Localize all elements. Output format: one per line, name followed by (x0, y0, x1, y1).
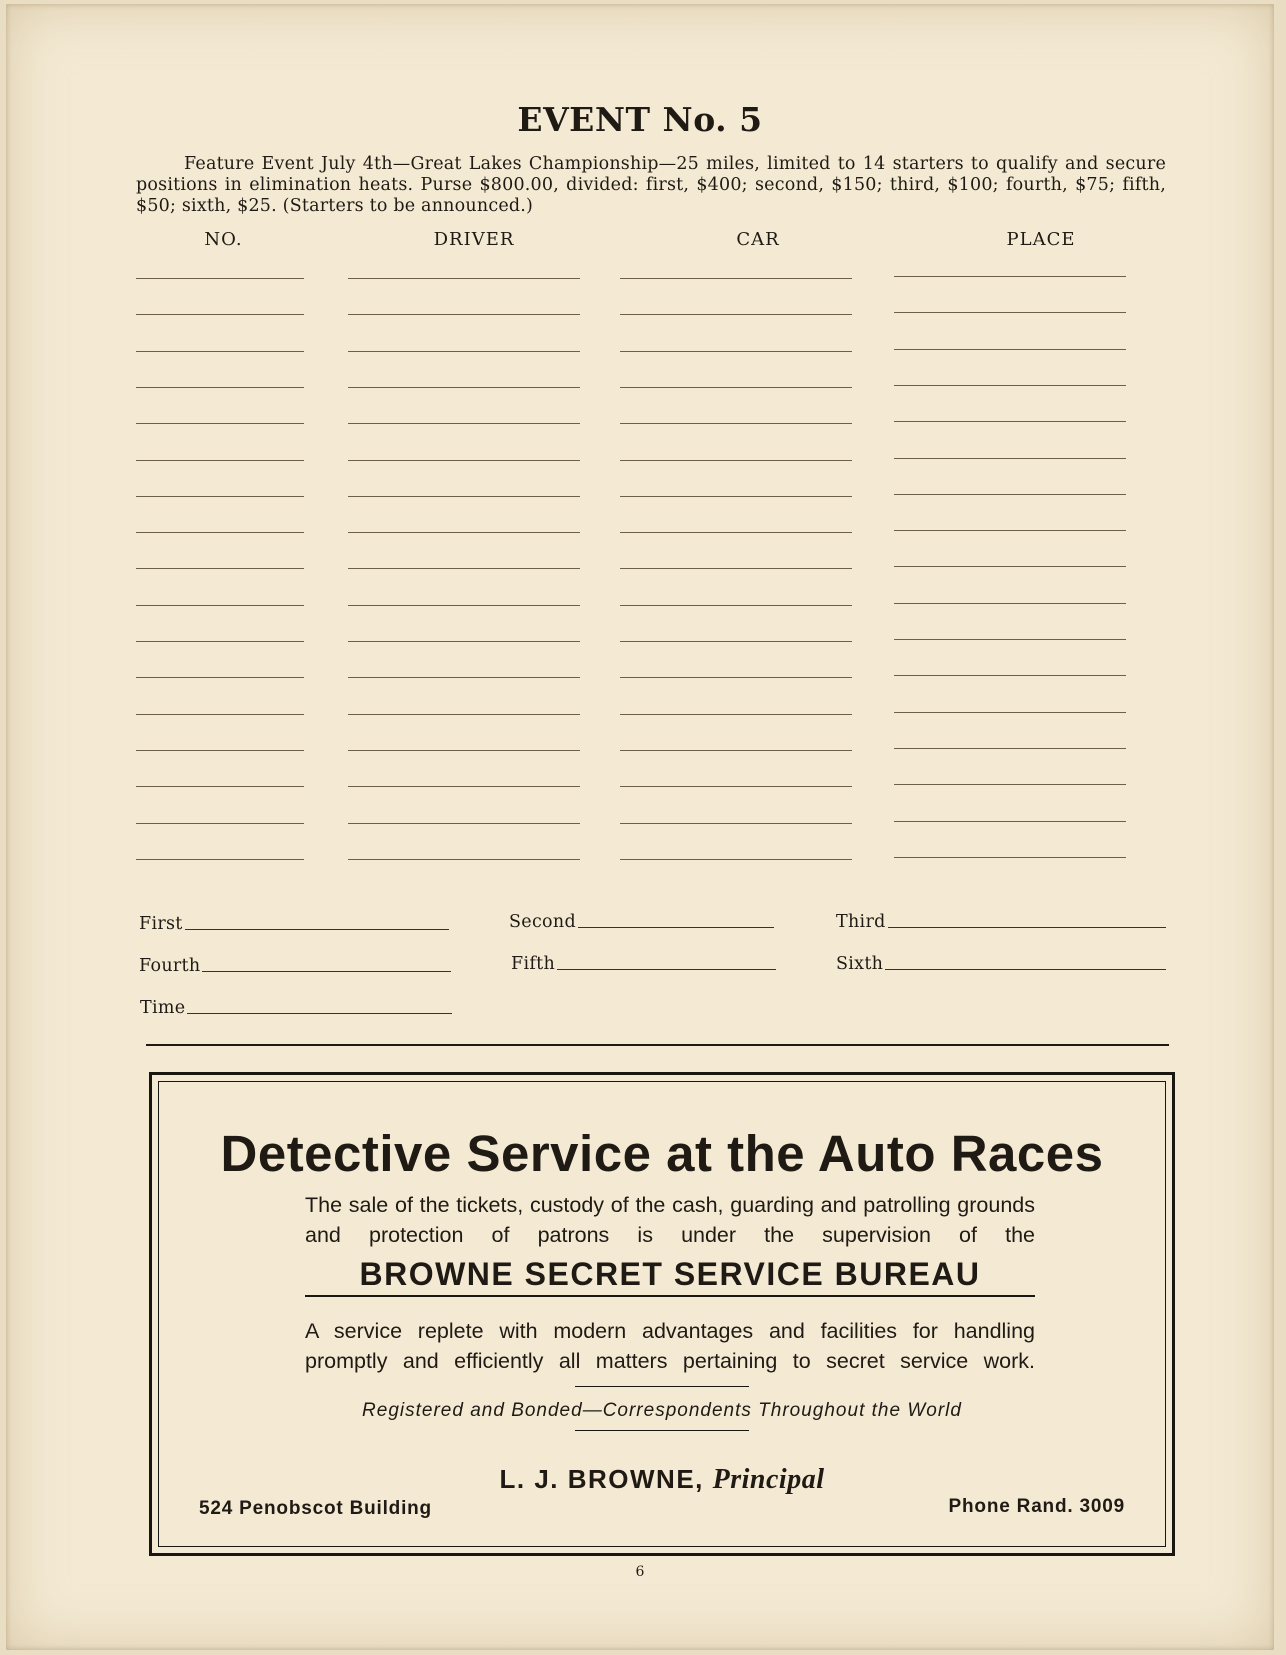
result-time-line[interactable] (187, 1012, 452, 1014)
entry-line-driver[interactable] (348, 714, 580, 715)
ad-rule-top (575, 1386, 749, 1387)
ad-bureau-name: BROWNE SECRET SERVICE BUREAU (305, 1256, 1035, 1297)
entry-line-no[interactable] (136, 278, 304, 279)
result-sixth-label: Sixth (836, 954, 884, 974)
result-sixth-line[interactable] (885, 968, 1166, 970)
entry-line-place[interactable] (894, 784, 1126, 785)
entry-line-car[interactable] (620, 314, 852, 315)
entry-line-driver[interactable] (348, 278, 580, 279)
entry-line-place[interactable] (894, 566, 1126, 567)
result-time-label: Time (140, 998, 186, 1018)
ad-rule-bottom (575, 1430, 749, 1431)
ad-headline: Detective Service at the Auto Races (220, 1125, 1104, 1182)
entry-line-driver[interactable] (348, 351, 580, 352)
result-fifth-line[interactable] (557, 968, 776, 970)
entry-line-no[interactable] (136, 532, 304, 533)
entry-line-no[interactable] (136, 823, 304, 824)
entry-line-no[interactable] (136, 750, 304, 751)
column-header-no: NO. (204, 229, 243, 250)
entry-line-no[interactable] (136, 423, 304, 424)
result-first (139, 914, 449, 934)
result-third (836, 912, 1166, 932)
page-number: 6 (635, 1564, 645, 1580)
entry-line-place[interactable] (894, 603, 1126, 604)
entry-line-no[interactable] (136, 714, 304, 715)
entry-line-driver[interactable] (348, 387, 580, 388)
entry-line-no[interactable] (136, 859, 304, 860)
entry-line-car[interactable] (620, 786, 852, 787)
entry-line-car[interactable] (620, 823, 852, 824)
entry-line-no[interactable] (136, 605, 304, 606)
result-fourth-label: Fourth (139, 956, 201, 976)
program-page (6, 4, 1274, 1650)
entry-line-place[interactable] (894, 857, 1126, 858)
entry-line-no[interactable] (136, 568, 304, 569)
entry-line-no[interactable] (136, 641, 304, 642)
result-time (140, 998, 452, 1018)
entry-line-car[interactable] (620, 387, 852, 388)
column-header-driver: DRIVER (433, 229, 515, 250)
entry-line-car[interactable] (620, 859, 852, 860)
entry-line-driver[interactable] (348, 786, 580, 787)
result-fourth (139, 956, 451, 976)
result-sixth (836, 954, 1166, 974)
entry-line-car[interactable] (620, 460, 852, 461)
ad-principal-title: Principal (712, 1464, 825, 1495)
ad-intro-text: The sale of the tickets, custody of the cash, guarding and patrolling grounds and protection of patrons is under the supervision of the (305, 1193, 1035, 1247)
entry-line-driver[interactable] (348, 496, 580, 497)
entry-line-car[interactable] (620, 605, 852, 606)
entry-line-car[interactable] (620, 532, 852, 533)
ad-address: 524 Penobscot Building (199, 1498, 432, 1519)
entry-line-place[interactable] (894, 712, 1126, 713)
ad-registered-line: Registered and Bonded—Correspondents Throughout the World (362, 1400, 962, 1421)
entry-line-driver[interactable] (348, 641, 580, 642)
section-divider (146, 1044, 1169, 1046)
event-title: EVENT No. 5 (517, 100, 763, 139)
result-fifth-label: Fifth (511, 954, 556, 974)
result-second-label: Second (509, 912, 576, 932)
ad-phone: Phone Rand. 3009 (948, 1496, 1125, 1517)
entry-line-place[interactable] (894, 421, 1126, 422)
entry-line-car[interactable] (620, 423, 852, 424)
entry-line-driver[interactable] (348, 460, 580, 461)
entry-line-place[interactable] (894, 639, 1126, 640)
column-header-place: PLACE (1006, 229, 1076, 250)
entry-line-driver[interactable] (348, 677, 580, 678)
entry-line-place[interactable] (894, 458, 1126, 459)
entry-line-driver[interactable] (348, 314, 580, 315)
entry-line-place[interactable] (894, 748, 1126, 749)
result-first-label: First (139, 914, 183, 934)
entry-line-driver[interactable] (348, 605, 580, 606)
entry-line-no[interactable] (136, 460, 304, 461)
entry-line-place[interactable] (894, 349, 1126, 350)
entry-line-place[interactable] (894, 530, 1126, 531)
result-second-line[interactable] (578, 926, 774, 928)
entry-line-driver[interactable] (348, 423, 580, 424)
entry-line-no[interactable] (136, 387, 304, 388)
entry-line-place[interactable] (894, 821, 1126, 822)
entry-line-place[interactable] (894, 312, 1126, 313)
entry-line-car[interactable] (620, 351, 852, 352)
result-fifth (511, 954, 776, 974)
entry-line-place[interactable] (894, 385, 1126, 386)
column-header-car: CAR (736, 229, 780, 250)
entry-line-no[interactable] (136, 496, 304, 497)
entry-line-car[interactable] (620, 714, 852, 715)
entry-line-driver[interactable] (348, 750, 580, 751)
entry-line-driver[interactable] (348, 823, 580, 824)
ad-principal (159, 1464, 1165, 1496)
entry-line-place[interactable] (894, 276, 1126, 277)
entry-line-no[interactable] (136, 677, 304, 678)
entry-line-car[interactable] (620, 641, 852, 642)
entry-line-no[interactable] (136, 314, 304, 315)
entry-line-place[interactable] (894, 494, 1126, 495)
entry-line-place[interactable] (894, 675, 1126, 676)
ad-principal-name: L. J. BROWNE, (499, 1464, 704, 1494)
result-second (509, 912, 774, 932)
entry-line-no[interactable] (136, 351, 304, 352)
entry-line-car[interactable] (620, 278, 852, 279)
result-third-label: Third (836, 912, 886, 932)
entry-line-car[interactable] (620, 568, 852, 569)
entry-line-car[interactable] (620, 750, 852, 751)
entry-line-no[interactable] (136, 786, 304, 787)
advertisement-inner-border (158, 1081, 1166, 1547)
result-first-line[interactable] (185, 928, 449, 930)
entry-line-car[interactable] (620, 677, 852, 678)
entry-line-driver[interactable] (348, 568, 580, 569)
event-description: Feature Event July 4th—Great Lakes Championship—25 miles, limited to 14 starters to qualify and secure positions in elimination heats. Purse $800.00, divided: first, $400; second, $150; third, $100; fourth, $75; fifth, $50; sixth, $25. (Starters to be announced.) (136, 154, 1166, 216)
result-fourth-line[interactable] (202, 970, 451, 972)
entry-line-car[interactable] (620, 496, 852, 497)
detective-advertisement (149, 1072, 1175, 1556)
ad-body-text: A service replete with modern advantages and facilities for handling promptly and efficiently all matters pertaining to secret service work. (305, 1319, 1035, 1373)
result-third-line[interactable] (888, 926, 1166, 928)
entry-line-driver[interactable] (348, 532, 580, 533)
entry-line-driver[interactable] (348, 859, 580, 860)
